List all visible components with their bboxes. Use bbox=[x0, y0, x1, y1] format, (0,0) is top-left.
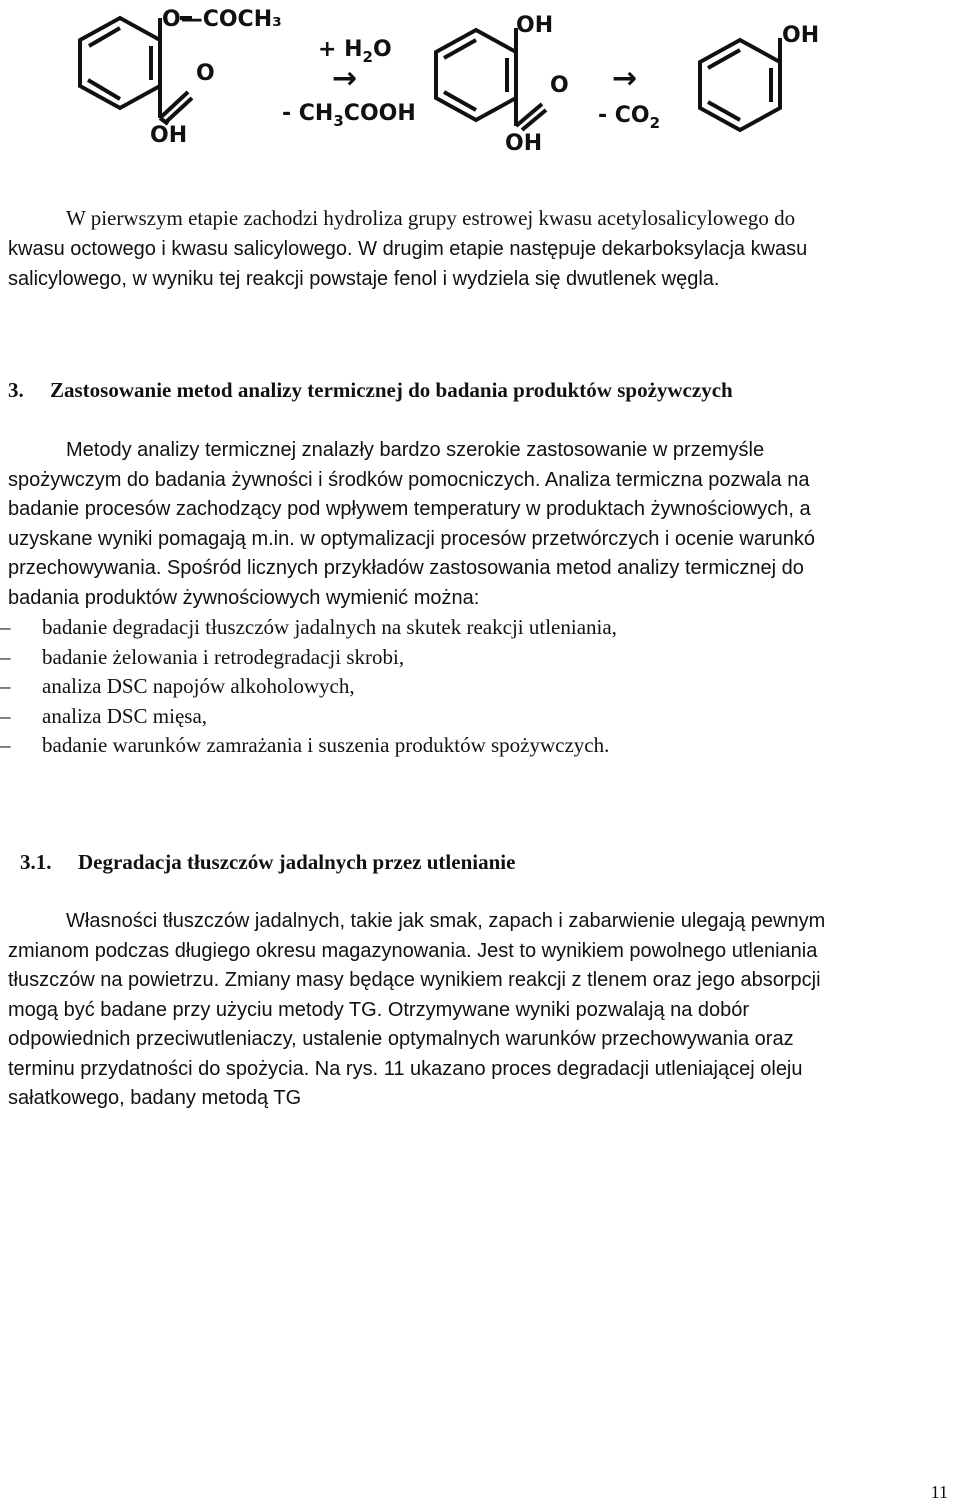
page-number: 11 bbox=[930, 1482, 948, 1502]
intro-paragraph bbox=[8, 204, 956, 295]
s31-line-1: Własności tłuszczów jadalnych, takie jak smak, zapach i zabarwienie ulegają pewnym bbox=[66, 910, 826, 932]
s3-line-4: uzyskane wyniki pomagają m.in. w optymalizacji procesów przetwórczych i ocenie warunkó bbox=[8, 527, 816, 550]
s3-line-3: badanie procesów zachodzący pod wpływem temperatury w produktach żywnościowych, a bbox=[8, 498, 811, 520]
s31-line-4: mogą być badane przy użyciu metody TG. Otrzymywane wyniki pozwalają na dobór bbox=[8, 998, 750, 1021]
s31-line-7: sałatkowego, badany metodą TG bbox=[8, 1087, 302, 1109]
list-item: – badanie degradacji tłuszczów jadalnych na skutek reakcji utleniania, bbox=[0, 613, 940, 643]
s31-line-3: tłuszczów na powietrzu. Zmiany masy będące wynikiem reakcji z tlenem oraz jego absorpcji bbox=[8, 969, 821, 991]
plus-water-text: + $H_2O$ bbox=[318, 37, 392, 66]
s31-line-5: odpowiednich przeciwutleniaczy, ustalenie optymalnych warunków przechowywania oraz bbox=[8, 1028, 794, 1050]
dash-bullet: – bbox=[0, 674, 11, 698]
s31-line-6: terminu przydatności do spożycia. Na rys. 11 ukazano proces degradacji utleniającej oleju bbox=[8, 1057, 803, 1080]
section-3-paragraph bbox=[8, 436, 956, 613]
section-3-title: Zastosowanie metod analizy termicznej do badania produktów spożywczych bbox=[50, 378, 733, 402]
s3-line-1: Metody analizy termicznej znalazły bardzo szerokie zastosowanie w przemyśle bbox=[66, 439, 765, 461]
list-item: – badanie warunków zamrażania i suszenia produktów spożywczych. bbox=[0, 731, 940, 761]
hydroxyl-label-1: OH bbox=[150, 123, 188, 148]
intro-line-3: salicylowego, w wyniku tej reakcji powstaje fenol i wydziela się dwutlenek węgla. bbox=[8, 268, 720, 290]
carbonyl-o-label-2: O bbox=[550, 73, 569, 98]
arrow-step-1: → bbox=[332, 61, 358, 96]
s3-line-6: badania produktów żywnościowych wymienić można: bbox=[8, 586, 480, 609]
intro-line-1: W pierwszym etapie zachodzi hydroliza grupy estrowej kwasu acetylosalicylowego do bbox=[66, 206, 796, 230]
list-item: – badanie żelowania i retrodegradacji skrobi, bbox=[0, 643, 940, 673]
minus-co2-text: - $CO_2$ bbox=[598, 103, 661, 132]
s3-line-5: przechowywania. Spośród licznych przykładów zastosowania metod analizy termicznej do bbox=[8, 557, 804, 579]
section-3-1-heading bbox=[20, 850, 515, 875]
carbonyl-o-label-1: O bbox=[196, 61, 215, 86]
s31-line-2: zmianom podczas długiego okresu magazynowania. Jest to wynikiem powolnego utleniania bbox=[8, 939, 818, 962]
dash-bullet: – bbox=[0, 703, 11, 728]
phenol-structure bbox=[700, 38, 780, 130]
aspirin-structure bbox=[80, 18, 192, 124]
acetyl-group-label: O—COCH₃ bbox=[162, 7, 282, 32]
minus-acetic-acid-text: - $CH_3COOH$ bbox=[282, 101, 416, 130]
section-3-number: 3. bbox=[8, 378, 24, 402]
reaction-scheme bbox=[0, 0, 960, 170]
list-item: – analiza DSC napojów alkoholowych, bbox=[0, 672, 940, 702]
dash-bullet: – bbox=[0, 644, 11, 669]
list-item: – analiza DSC mięsa, bbox=[0, 702, 940, 732]
salicylic-acid-structure bbox=[436, 28, 546, 130]
section-3-heading bbox=[8, 378, 733, 403]
section-3-1-title: Degradacja tłuszczów jadalnych przez utlenianie bbox=[78, 850, 516, 874]
hydroxyl-label-2: OH bbox=[516, 13, 554, 38]
hydroxyl-label-4: OH bbox=[782, 23, 820, 48]
applications-list bbox=[0, 613, 940, 761]
arrow-step-2: → bbox=[612, 61, 638, 96]
dash-bullet: – bbox=[0, 733, 11, 757]
section-3-1-number: 3.1. bbox=[20, 850, 52, 874]
intro-line-2: kwasu octowego i kwasu salicylowego. W drugim etapie następuje dekarboksylacja kwasu bbox=[8, 237, 808, 260]
hydroxyl-label-3: OH bbox=[505, 131, 543, 156]
s3-line-2: spożywczym do badania żywności i środków pomocniczych. Analiza termiczna pozwala na bbox=[8, 468, 810, 491]
dash-bullet: – bbox=[0, 615, 11, 639]
section-3-1-paragraph bbox=[8, 907, 956, 1114]
